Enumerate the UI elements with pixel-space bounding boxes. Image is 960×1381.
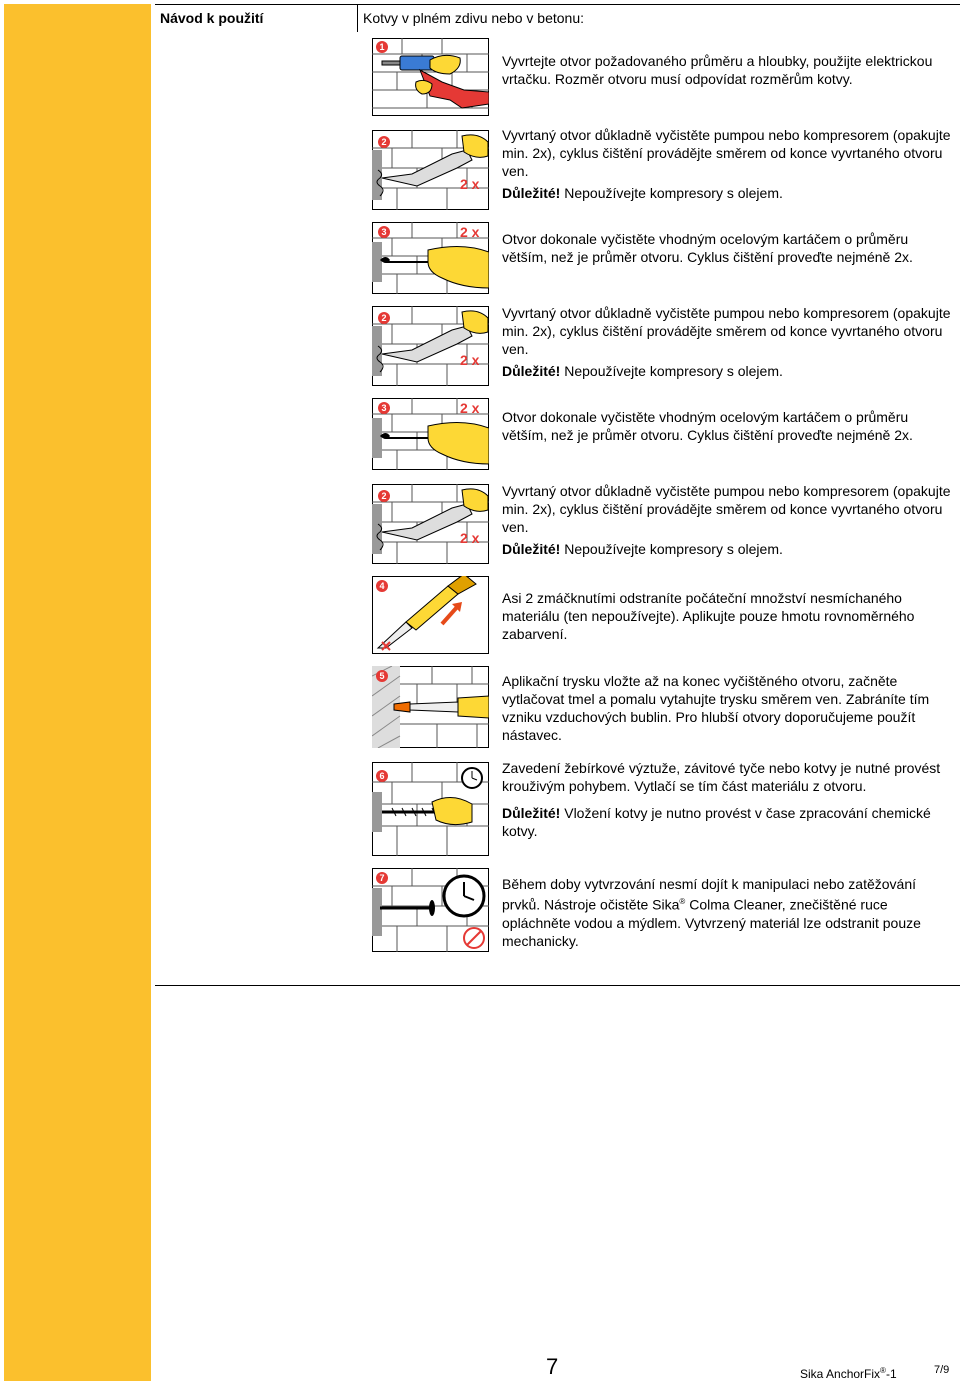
step-6-text-block	[502, 759, 952, 840]
product-suffix: -1	[885, 1367, 897, 1381]
step-6-warning	[502, 804, 952, 840]
column-divider	[357, 4, 358, 32]
step-3-repeat-label: 2 x	[460, 224, 480, 240]
step-6-warning-text: Vložení kotvy je nutno provést v čase zpracování chemické kotvy.	[502, 805, 931, 839]
step-2b-warning	[502, 362, 952, 380]
step-2b-badge: 2	[378, 312, 390, 324]
registered-mark: ®	[679, 897, 686, 906]
step-2c-warning-label: Důležité!	[502, 541, 561, 557]
step-7-text-b: Colma Cleaner, znečištěné ruce opláchněte vodou a mýdlem. Vytvrzený materiál lze odstranit pouze mechanicky.	[502, 896, 921, 949]
step-2c-text: Vyvrtaný otvor důkladně vyčistěte pumpou nebo kompresorem (opakujte min. 2x), cyklus čištění provádějte směrem od konce vyvrtaného otvoru ven.	[502, 483, 951, 535]
step-2c-badge: 2	[378, 490, 390, 502]
step-2c-text-block	[502, 482, 952, 558]
step-1-image	[372, 38, 489, 116]
step-2-badge: 2	[378, 136, 390, 148]
step-5-text: Aplikační trysku vložte až na konec vyčištěného otvoru, začněte vytlačovat tmel a pomalu vytahujte trysku směrem ven. Zabráníte tím vzniku vzduchových bublin. Pro hlubší otvory doporučujeme použít nástavec.	[502, 673, 930, 743]
step-4-text-block	[502, 589, 952, 643]
step-2-image	[372, 130, 489, 210]
step-5-image	[372, 666, 489, 748]
step-1-text: Vyvrtejte otvor požadovaného průměru a hloubky, použijte elektrickou vrtačku. Rozměr otvoru musí odpovídat rozměrům kotvy.	[502, 53, 933, 87]
step-4-badge: 4	[376, 580, 388, 592]
step-2c-repeat-label: 2 x	[460, 530, 480, 546]
step-3-image	[372, 222, 489, 294]
step-4-image	[372, 576, 489, 654]
step-1-badge: 1	[376, 41, 388, 53]
step-2b-warning-text: Nepoužívejte kompresory s olejem.	[560, 363, 783, 379]
step-6-warning-label: Důležité!	[502, 805, 561, 821]
step-1-text-block	[502, 52, 952, 88]
step-4-text: Asi 2 zmáčknutími odstraníte počáteční množství nesmíchaného materiálu (ten nepoužívejte). Aplikujte pouze hmotu rovnoměrného zabarvení.	[502, 590, 915, 642]
step-2-warning-text: Nepoužívejte kompresory s olejem.	[560, 185, 783, 201]
step-5-badge: 5	[376, 670, 388, 682]
step-2c-image	[372, 484, 489, 564]
step-2b-text-block	[502, 304, 952, 380]
step-2c-warning	[502, 540, 952, 558]
bottom-rule	[155, 985, 960, 986]
step-2b-image	[372, 306, 489, 386]
step-3-text: Otvor dokonale vyčistěte vhodným ocelovým kartáčem o průměru větším, než je průměr otvoru. Cyklus čištění proveďte nejméně 2x.	[502, 231, 913, 265]
step-7-image	[372, 868, 489, 952]
intro-text: Kotvy v plném zdivu nebo v betonu:	[363, 10, 585, 26]
step-3b-text: Otvor dokonale vyčistěte vhodným ocelovým kartáčem o průměru větším, než je průměr otvoru. Cyklus čištění proveďte nejméně 2x.	[502, 409, 913, 443]
step-2b-repeat-label: 2 x	[460, 352, 480, 368]
step-3-text-block	[502, 230, 952, 266]
step-3-badge: 3	[378, 226, 390, 238]
step-7-text-a: Během doby vytvrzování nesmí dojít k manipulaci nebo zatěžování prvků. Nástroje očistěte Sika	[502, 876, 916, 913]
step-2-repeat-label: 2 x	[460, 176, 480, 192]
step-2-text: Vyvrtaný otvor důkladně vyčistěte pumpou nebo kompresorem (opakujte min. 2x), cyklus čištění provádějte směrem od konce vyvrtaného otvoru ven.	[502, 127, 951, 179]
step-2b-text: Vyvrtaný otvor důkladně vyčistěte pumpou nebo kompresorem (opakujte min. 2x), cyklus čištění provádějte směrem od konce vyvrtaného otvoru ven.	[502, 305, 951, 357]
step-6-image	[372, 762, 489, 856]
step-2b-warning-label: Důležité!	[502, 363, 561, 379]
top-rule	[155, 4, 960, 5]
step-2-warning-label: Důležité!	[502, 185, 561, 201]
step-3b-repeat-label: 2 x	[460, 400, 480, 416]
step-6-text: Zavedení žebírkové výztuže, závitové tyče nebo kotvy je nutné provést krouživým pohybem. Vytlačí se tím část materiálu z otvoru.	[502, 760, 941, 794]
step-2-warning	[502, 184, 952, 202]
product-reg-mark: ®	[880, 1366, 886, 1375]
product-name	[800, 1366, 897, 1381]
step-7-badge: 7	[376, 872, 388, 884]
section-title: Návod k použití	[160, 10, 264, 26]
page-count: 7/9	[934, 1364, 950, 1376]
step-7-text-block	[502, 875, 952, 950]
step-6-badge: 6	[376, 770, 388, 782]
product-name-text: Sika AnchorFix	[800, 1367, 881, 1381]
step-5-text-block	[502, 672, 952, 744]
page-number: 7	[546, 1354, 559, 1379]
step-3b-badge: 3	[378, 402, 390, 414]
step-3b-image	[372, 398, 489, 470]
step-7-text	[502, 875, 952, 950]
step-2-text-block	[502, 126, 952, 202]
yellow-sidebar	[4, 4, 151, 1381]
step-3b-text-block	[502, 408, 952, 444]
step-2c-warning-text: Nepoužívejte kompresory s olejem.	[560, 541, 783, 557]
